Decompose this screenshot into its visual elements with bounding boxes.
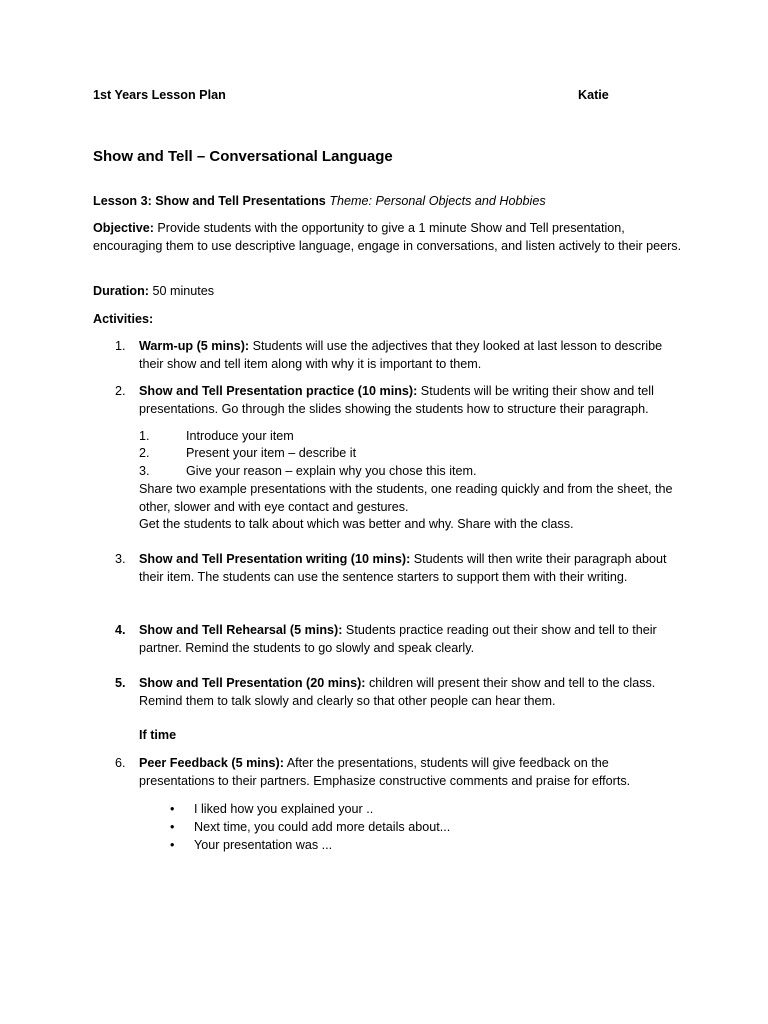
document-header-title: 1st Years Lesson Plan: [93, 88, 226, 102]
structure-step-text: Give your reason – explain why you chose this item.: [186, 464, 477, 478]
activity-number: 5.: [115, 676, 126, 690]
structure-step-number: 3.: [139, 464, 150, 478]
activity-item: [93, 755, 683, 790]
page-title: Show and Tell – Conversational Language: [93, 148, 393, 165]
if-time-label: If time: [139, 728, 177, 742]
bullet-icon: •: [170, 820, 175, 834]
activity-text: After the presentations, students will give feedback on the presentations to their partners. Emphasize constructive comments and praise for efforts.: [139, 756, 631, 788]
activity-text: Students will then write their paragraph about their item. The students can use the sentence starters to support them with their writing.: [139, 552, 667, 584]
activity-text: children will present their show and tell to the class. Remind them to talk slowly and clearly so that other people can hear them.: [139, 676, 656, 708]
activity-number: 1.: [115, 339, 126, 353]
activity-label: Show and Tell Presentation practice (10 mins):: [139, 384, 418, 398]
lesson-theme: Theme: Personal Objects and Hobbies: [329, 194, 546, 208]
structure-step-number: 1.: [139, 429, 150, 443]
activity-label: Show and Tell Presentation writing (10 mins):: [139, 552, 411, 566]
duration-text: 50 minutes: [148, 284, 215, 298]
document-header-author: Katie: [578, 88, 609, 102]
activity-number: 6.: [115, 756, 126, 770]
objective-label: Objective:: [93, 221, 154, 235]
example-note: Share two example presentations with the students, one reading quickly and from the sheet, the other, slower and with eye contact and gestures.: [139, 482, 673, 514]
structure-step-text: Present your item – describe it: [186, 446, 357, 460]
lesson-label: Lesson 3: Show and Tell Presentations: [93, 194, 326, 208]
activity-number: 2.: [115, 384, 126, 398]
bullet-icon: •: [170, 838, 175, 852]
duration-paragraph: [93, 283, 683, 301]
activity-number: 4.: [115, 623, 126, 637]
activity-item: [93, 383, 683, 418]
discussion-note: Get the students to talk about which was better and why. Share with the class.: [139, 517, 574, 531]
feedback-starter-text: Next time, you could add more details about...: [194, 820, 451, 834]
objective-paragraph: [93, 220, 683, 255]
objective-text: Provide students with the opportunity to give a 1 minute Show and Tell presentation, encouraging them to use descriptive language, engage in conversations, and listen actively to their peers.: [93, 221, 682, 253]
feedback-starter-text: Your presentation was ...: [194, 838, 333, 852]
activity-label: Warm-up (5 mins):: [139, 339, 250, 353]
activities-heading: Activities:: [93, 312, 154, 326]
activity-item: [93, 675, 683, 710]
duration-label: Duration:: [93, 284, 149, 298]
feedback-starter-text: I liked how you explained your ..: [194, 802, 374, 816]
activity-text: Students will be writing their show and tell presentations. Go through the slides showing the students how to structure their paragraph.: [139, 384, 654, 416]
activity-text: Students practice reading out their show and tell to their partner. Remind the students to go slowly and speak clearly.: [139, 623, 657, 655]
bullet-icon: •: [170, 802, 175, 816]
activity-text: Students will use the adjectives that they looked at last lesson to describe their show and tell item along with why it is important to them.: [139, 339, 663, 371]
structure-step-number: 2.: [139, 446, 150, 460]
structure-step-text: Introduce your item: [186, 429, 294, 443]
activity-label: Show and Tell Rehearsal (5 mins):: [139, 623, 343, 637]
activity-item: [93, 338, 683, 373]
activity-item: [93, 622, 683, 657]
lesson-heading: [93, 193, 546, 211]
activity-item: [93, 551, 683, 586]
activity-number: 3.: [115, 552, 126, 566]
activity-label: Show and Tell Presentation (20 mins):: [139, 676, 366, 690]
activity-label: Peer Feedback (5 mins):: [139, 756, 284, 770]
